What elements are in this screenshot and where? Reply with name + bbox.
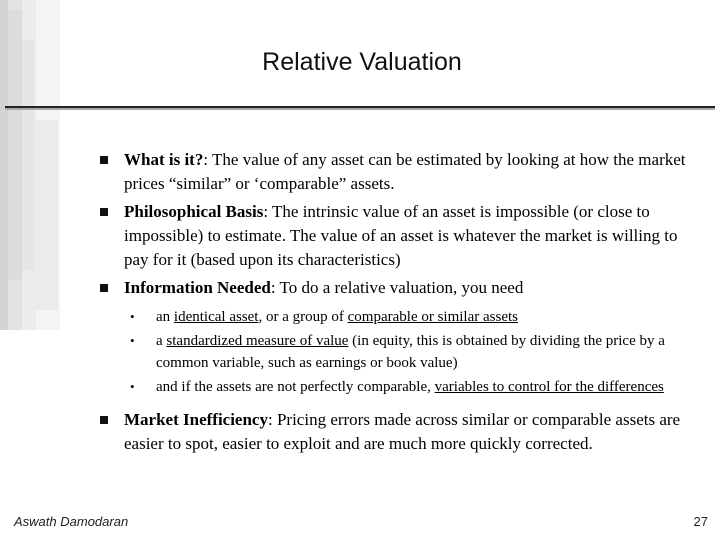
sub-text: an xyxy=(156,309,174,325)
square-bullet-icon xyxy=(100,156,108,164)
bullet-information-needed xyxy=(100,276,700,300)
bullet-term: What is it? xyxy=(124,150,204,169)
sub-bullet-standardized-measure xyxy=(130,330,700,374)
sub-bullet-identical-asset xyxy=(130,306,700,328)
bullet-market-inefficiency xyxy=(100,408,700,456)
bullet-term: Market Inefficiency xyxy=(124,410,268,429)
bullet-text: : To do a relative valuation, you need xyxy=(270,278,524,297)
bullet-what-is-it xyxy=(100,148,700,196)
bullet-text: : The value of any asset can be estimated by looking at how the market prices “similar” or ‘comparable” assets. xyxy=(124,150,686,193)
dot-bullet-icon: • xyxy=(130,309,135,324)
sub-text: (in equity, this is obtained by dividing the price by a common variable, such as earnings or book value) xyxy=(156,333,665,371)
bullet-term: Information Needed xyxy=(124,278,271,297)
square-bullet-icon xyxy=(100,284,108,292)
underlined-term: variables to control for the differences xyxy=(434,379,664,395)
title-divider-shadow xyxy=(5,108,715,110)
square-bullet-icon xyxy=(100,208,108,216)
slide-content xyxy=(100,148,700,456)
bullet-text: : The intrinsic value of an asset is impossible (or close to impossible) to estimate. The value of an asset is whatever the market is willing to pay for it (based upon its characteristics) xyxy=(124,202,678,269)
footer-author: Aswath Damodaran xyxy=(14,514,129,529)
bullet-text: : Pricing errors made across similar or comparable assets are easier to spot, easier to exploit and are much more quickly corrected. xyxy=(124,410,681,453)
sub-bullet-control-variables xyxy=(130,376,700,398)
underlined-term: comparable or similar assets xyxy=(347,309,519,325)
square-bullet-icon xyxy=(100,416,108,424)
page-number: 27 xyxy=(693,514,708,529)
underlined-term: standardized measure of value xyxy=(166,333,349,349)
underlined-term: identical asset xyxy=(173,309,259,325)
bullet-philosophical-basis xyxy=(100,200,700,272)
dot-bullet-icon: • xyxy=(130,379,135,394)
dot-bullet-icon: • xyxy=(130,333,135,348)
sub-bullet-list xyxy=(130,306,700,398)
slide-title: Relative Valuation xyxy=(262,48,462,76)
sub-text: a xyxy=(156,333,167,349)
sub-text: , or a group of xyxy=(258,309,348,325)
sub-text: and if the assets are not perfectly comparable, xyxy=(156,379,435,395)
bullet-term: Philosophical Basis xyxy=(124,202,264,221)
